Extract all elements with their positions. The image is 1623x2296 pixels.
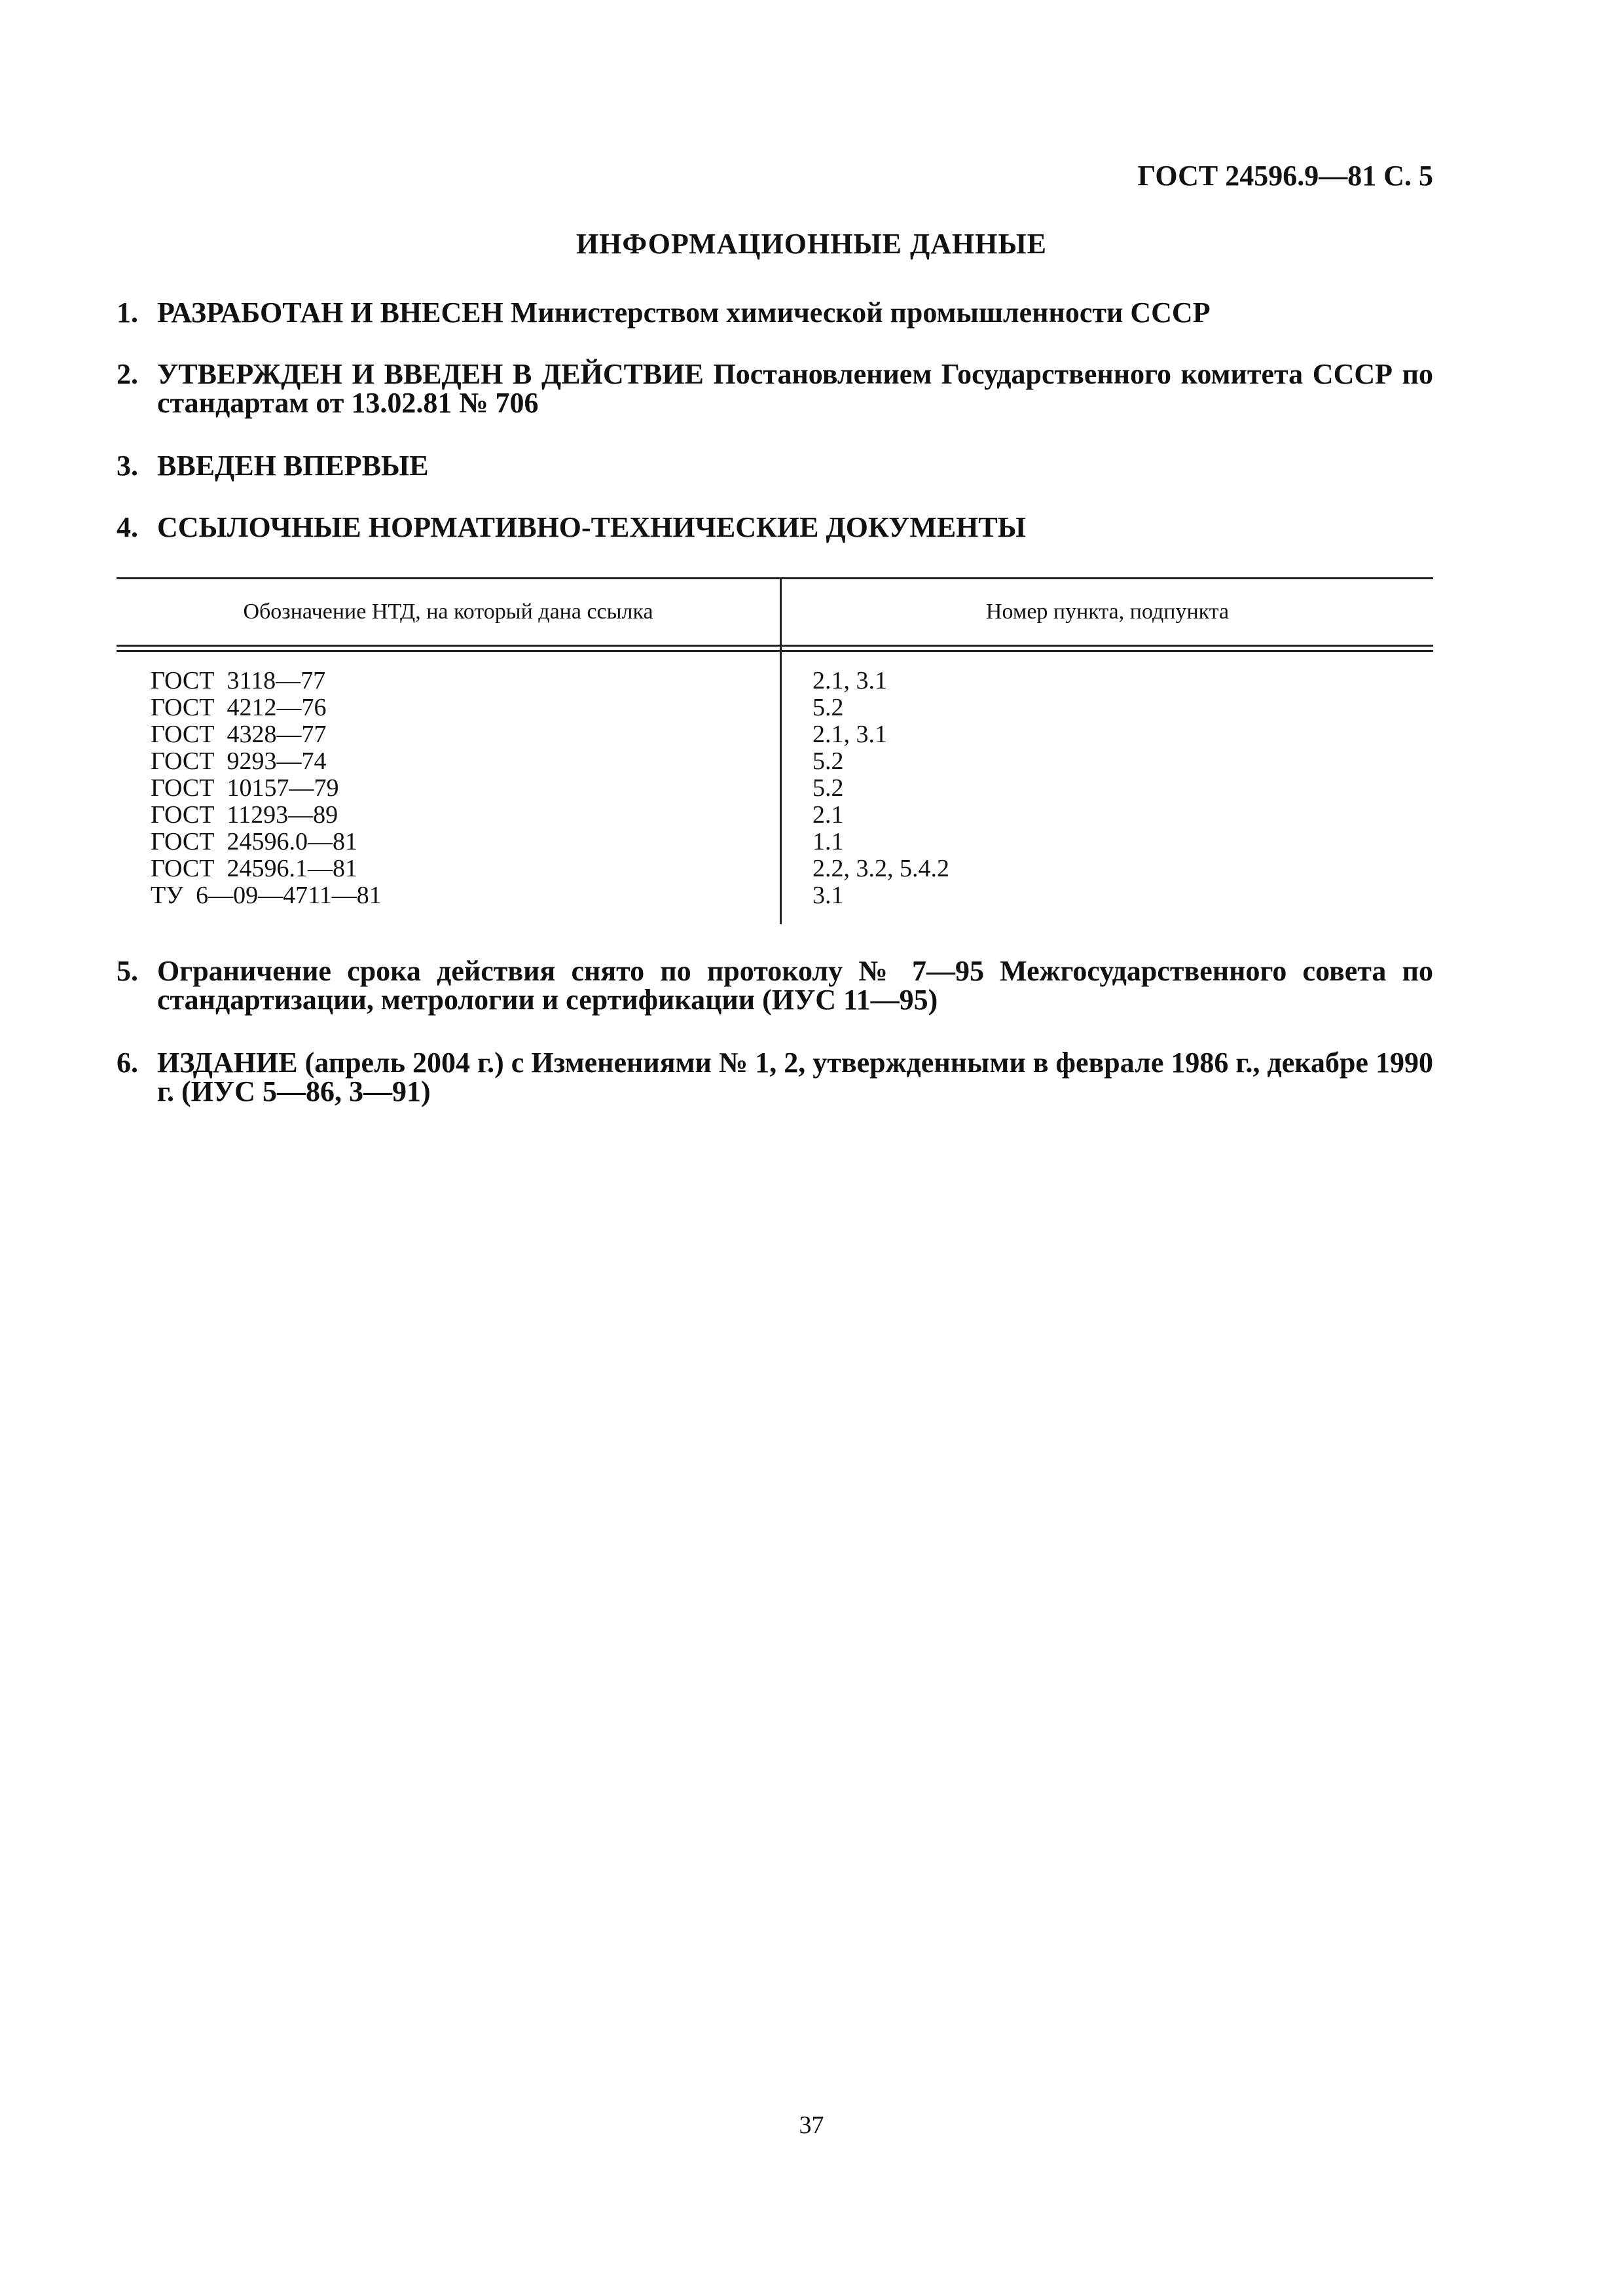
table-cell-clause: 2.2, 3.2, 5.4.2 bbox=[812, 855, 949, 882]
item-text: УТВЕРЖДЕН И ВВЕДЕН В ДЕЙСТВИЕ Постановлением Государственного комитета СССР по стандартам от 13.02.81 № 706 bbox=[157, 358, 1434, 419]
table-cell-document: ГОСТ 10157—79 bbox=[151, 774, 339, 802]
table-cell-document: ГОСТ 24596.0—81 bbox=[151, 828, 357, 855]
table-cell-clause: 5.2 bbox=[812, 694, 844, 721]
table-row bbox=[117, 694, 1433, 721]
table-cell-clause: 2.1 bbox=[812, 801, 844, 829]
table-cell-document: ГОСТ 9293—74 bbox=[151, 747, 327, 775]
item-number: 5. bbox=[117, 955, 138, 987]
info-item-3 bbox=[117, 452, 1433, 480]
table-row bbox=[117, 775, 1433, 802]
table-cell-document: ГОСТ 4328—77 bbox=[151, 721, 327, 748]
table-row bbox=[117, 855, 1433, 882]
item-text: РАЗРАБОТАН И ВНЕСЕН Министерством химической промышленности СССР bbox=[157, 296, 1211, 329]
info-item-6 bbox=[117, 1049, 1433, 1106]
info-item-4 bbox=[117, 513, 1433, 542]
item-text: ИЗДАНИЕ (апрель 2004 г.) с Изменениями № 1, 2, утвержденными в феврале 1986 г., декабре 1990 г. (ИУС 5—86, 3—91) bbox=[157, 1047, 1433, 1107]
table-cell-clause: 2.1, 3.1 bbox=[812, 667, 887, 694]
table-header-rule bbox=[117, 645, 1433, 647]
table-cell-document: ГОСТ 4212—76 bbox=[151, 694, 327, 721]
table-cell-document: ГОСТ 11293—89 bbox=[151, 801, 338, 829]
item-text: Ограничение срока действия снято по протоколу № 7—95 Межгосударственного совета по стандартизации, метрологии и сертификации (ИУС 11—95) bbox=[157, 955, 1433, 1016]
document-title: ИНФОРМАЦИОННЫЕ ДАННЫЕ bbox=[575, 228, 1048, 260]
table-top-rule bbox=[117, 577, 1433, 579]
table-cell-clause: 2.1, 3.1 bbox=[812, 721, 887, 748]
item-text: ССЫЛОЧНЫЕ НОРМАТИВНО-ТЕХНИЧЕСКИЕ ДОКУМЕНТЫ bbox=[157, 511, 1026, 543]
item-text: ВВЕДЕН ВПЕРВЫЕ bbox=[157, 450, 429, 482]
table-row bbox=[117, 721, 1433, 748]
info-item-5 bbox=[117, 957, 1433, 1014]
table-row bbox=[117, 668, 1433, 694]
table-cell-clause: 5.2 bbox=[812, 774, 844, 802]
table-header-clause: Номер пункта, подпункта bbox=[985, 600, 1230, 624]
item-number: 6. bbox=[117, 1047, 138, 1079]
table-row bbox=[117, 882, 1433, 909]
table-cell-document: ГОСТ 24596.1—81 bbox=[151, 855, 357, 882]
table-cell-document: ТУ 6—09—4711—81 bbox=[151, 882, 382, 909]
item-number: 1. bbox=[117, 296, 138, 329]
table-body bbox=[117, 668, 1433, 909]
table-header-rule bbox=[117, 650, 1433, 652]
info-item-1 bbox=[117, 298, 1433, 327]
page-number: 37 bbox=[799, 2111, 824, 2139]
reference-table bbox=[117, 577, 1433, 924]
table-row bbox=[117, 748, 1433, 775]
table-row bbox=[117, 802, 1433, 829]
info-item-2 bbox=[117, 360, 1433, 418]
page-header: ГОСТ 24596.9—81 С. 5 bbox=[1137, 160, 1433, 192]
table-header-document: Обозначение НТД, на который дана ссылка bbox=[243, 600, 653, 624]
table-cell-clause: 3.1 bbox=[812, 882, 844, 909]
item-number: 4. bbox=[117, 511, 138, 543]
item-number: 2. bbox=[117, 358, 138, 390]
table-cell-document: ГОСТ 3118—77 bbox=[151, 667, 326, 694]
table-cell-clause: 1.1 bbox=[812, 828, 844, 855]
table-cell-clause: 5.2 bbox=[812, 747, 844, 775]
item-number: 3. bbox=[117, 450, 138, 482]
table-row bbox=[117, 829, 1433, 855]
